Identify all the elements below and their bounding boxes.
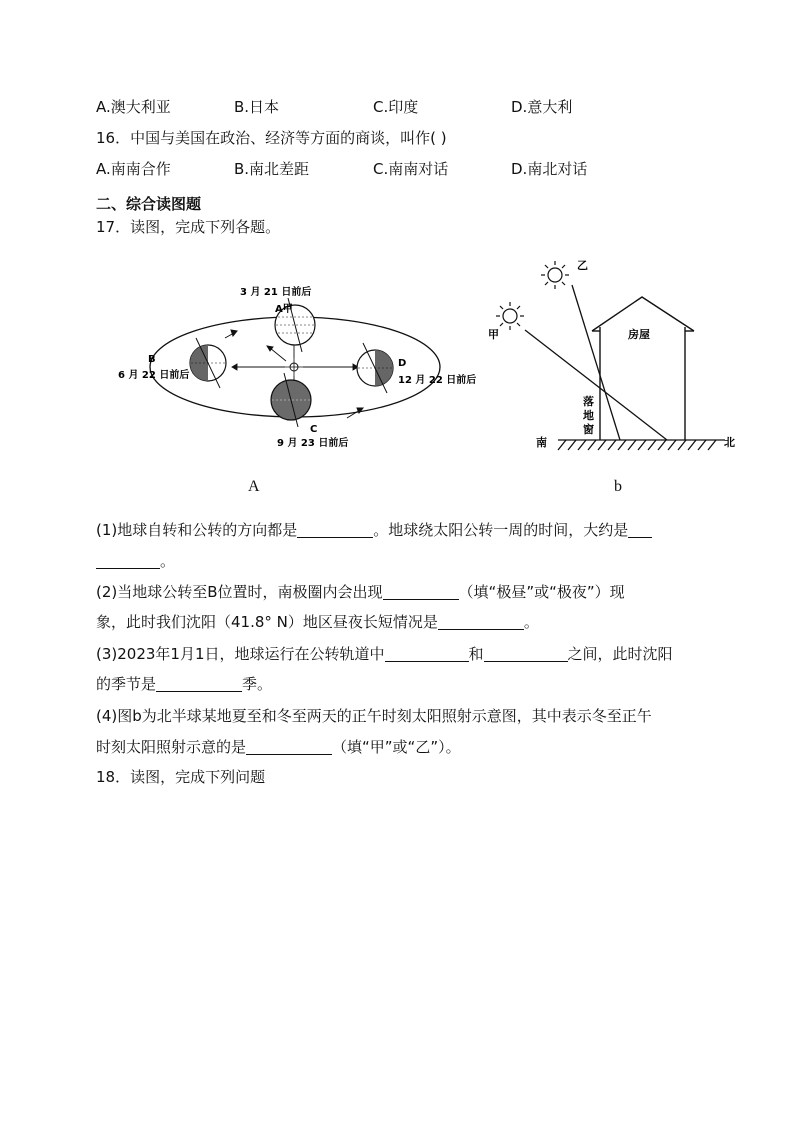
q17-sub2-line2: 象，此时我们沈阳（41.8° N）地区昼夜长短情况是 。: [96, 613, 539, 631]
sun-jia-icon: [496, 302, 524, 330]
ground: [558, 440, 725, 450]
label-c: C: [310, 424, 318, 435]
sun-icon: [285, 358, 303, 376]
ray-jia: [525, 330, 667, 440]
earth-b: [190, 338, 226, 388]
answer-blank-8[interactable]: [246, 738, 332, 755]
label-d: D: [398, 358, 407, 369]
earth-c: [271, 373, 311, 427]
label-yi: 乙: [577, 259, 588, 272]
answer-blank-6[interactable]: [484, 645, 568, 662]
label-a: A甲: [275, 304, 293, 315]
ray-yi: [572, 285, 620, 440]
q17-sub4-line2: 时刻太阳照射示意的是 （填“甲”或“乙”）。: [96, 738, 461, 756]
earth-d: [357, 343, 393, 393]
q15-option-a: A.澳大利亚: [96, 98, 171, 116]
label-sept: 9 月 23 日前后: [277, 438, 349, 449]
q16-option-c: C.南南对话: [373, 160, 449, 178]
answer-blank-2b[interactable]: [96, 552, 160, 569]
label-window-3: 窗: [583, 423, 594, 436]
q16-option-a: A.南南合作: [96, 160, 171, 178]
q17-sub1-line2: 。: [96, 551, 175, 571]
q17-sub4-line1: (4)图b为北半球某地夏至和冬至两天的正午时刻太阳照射示意图，其中表示冬至正午: [96, 707, 652, 725]
q16-option-b: B.南北差距: [234, 160, 310, 178]
q16-stem: 16．中国与美国在政治、经济等方面的商谈，叫作( ): [96, 129, 447, 147]
q15-option-b: B.日本: [234, 98, 280, 116]
house: [592, 297, 694, 440]
section-title: 二、综合读图题: [96, 195, 202, 213]
label-house: 房屋: [628, 328, 650, 341]
q18-stem: 18．读图，完成下列问题: [96, 768, 266, 786]
q15-option-d: D.意大利: [511, 98, 573, 116]
q16-option-d: D.南北对话: [511, 160, 588, 178]
q15-option-c: C.印度: [373, 98, 419, 116]
q17-sub3-line1: (3)2023年1月1日，地球运行在公转轨道中 和 之间，此时沈阳: [96, 645, 673, 663]
label-window-1: 落: [583, 395, 594, 408]
label-june: 6 月 22 日前后: [118, 370, 190, 381]
label-dec: 12 月 22 日前后: [398, 375, 477, 386]
label-window-2: 地: [583, 409, 594, 422]
orbit-figure: [110, 280, 490, 480]
label-b: B: [148, 354, 156, 365]
answer-blank-3[interactable]: [383, 583, 459, 600]
label-south: 南: [536, 436, 547, 449]
label-jia: 甲: [488, 328, 499, 341]
q17-stem: 17．读图，完成下列各题。: [96, 218, 281, 236]
answer-blank-7[interactable]: [156, 675, 242, 692]
answer-blank-4[interactable]: [438, 613, 524, 630]
answer-blank-1[interactable]: [297, 521, 373, 538]
house-sun-figure: [480, 255, 750, 455]
fig-a-caption: A: [248, 478, 260, 495]
label-north: 北: [724, 436, 735, 449]
q17-sub3-line2: 的季节是 季。: [96, 675, 273, 693]
answer-blank-5[interactable]: [385, 645, 469, 662]
label-march: 3 月 21 日前后: [240, 287, 312, 298]
q17-sub2-line1: (2)当地球公转至B位置时，南极圈内会出现 （填“极昼”或“极夜”）现: [96, 583, 625, 601]
answer-blank-2a[interactable]: [628, 521, 652, 538]
sun-yi-icon: [541, 261, 569, 289]
fig-b-caption: b: [614, 478, 622, 495]
q17-sub1-line1: (1)地球自转和公转的方向都是 。地球绕太阳公转一周的时间，大约是: [96, 520, 652, 540]
